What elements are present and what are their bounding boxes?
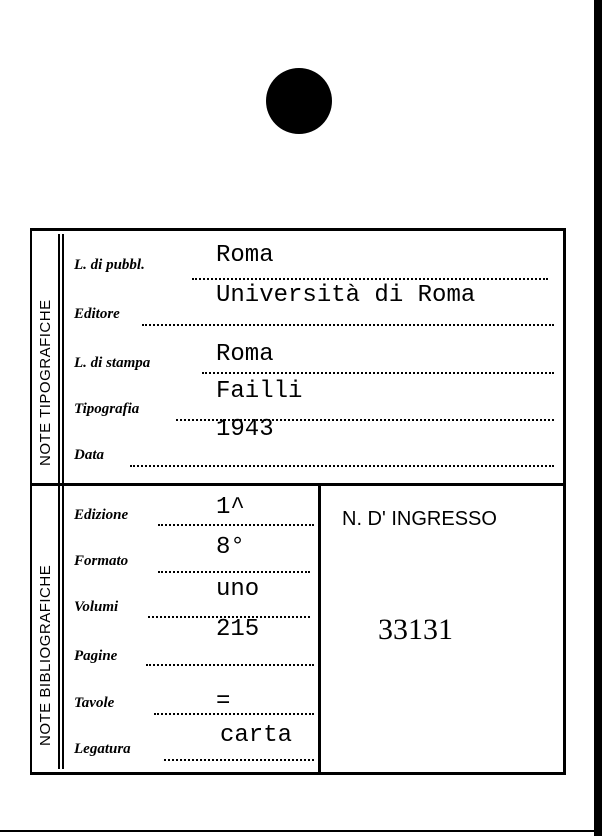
dotted-line [158, 524, 314, 526]
field-label-luogo-pubblicazione: L. di pubbl. [74, 257, 145, 273]
field-label-editore: Editore [74, 306, 120, 322]
field-label-edizione: Edizione [74, 507, 129, 523]
section-label-tipografiche: NOTE TIPOGRAFICHE [37, 299, 54, 466]
card-frame-bottom [30, 772, 566, 775]
ingresso-column-divider [318, 486, 321, 772]
dotted-line [146, 664, 314, 666]
card-frame-top [30, 228, 566, 231]
dotted-line [154, 713, 314, 715]
dotted-line [142, 324, 554, 326]
ingresso-label: N. D' INGRESSO [342, 508, 497, 530]
field-label-legatura: Legatura [74, 741, 131, 757]
field-value-data: 1943 [216, 416, 274, 443]
bottom-edge-line [0, 830, 594, 832]
dotted-line [164, 759, 314, 761]
dotted-line [130, 465, 554, 467]
dotted-line [192, 278, 548, 280]
label-column-rule [58, 234, 60, 769]
field-value-edizione: 1^ [216, 494, 245, 521]
label-column-rule-inner [62, 234, 64, 769]
field-value-tavole: = [216, 688, 231, 715]
field-label-tipografia: Tipografia [74, 401, 140, 417]
dotted-line [202, 372, 554, 374]
section-divider [30, 483, 566, 486]
field-label-pagine: Pagine [74, 648, 118, 664]
ingresso-number: 33131 [378, 613, 453, 646]
field-label-formato: Formato [74, 553, 129, 569]
field-label-tavole: Tavole [74, 695, 115, 711]
field-value-editore: Università di Roma [216, 282, 476, 309]
field-label-data: Data [74, 447, 104, 463]
field-value-pagine: 215 [216, 616, 260, 643]
punch-hole [266, 68, 332, 134]
field-value-legatura: carta [220, 722, 293, 749]
field-value-luogo-stampa: Roma [216, 341, 274, 368]
scan-edge [594, 0, 602, 836]
field-value-volumi: uno [216, 576, 260, 603]
field-label-volumi: Volumi [74, 599, 119, 615]
catalog-card [30, 228, 566, 776]
card-frame-left [30, 228, 32, 775]
field-value-formato: 8° [216, 534, 245, 561]
card-frame-right [563, 228, 566, 775]
dotted-line [158, 571, 310, 573]
field-value-tipografia: Failli [216, 378, 303, 405]
field-value-luogo-pubblicazione: Roma [216, 242, 274, 269]
field-label-luogo-stampa: L. di stampa [74, 355, 151, 371]
section-label-bibliografiche: NOTE BIBLIOGRAFICHE [37, 564, 54, 746]
